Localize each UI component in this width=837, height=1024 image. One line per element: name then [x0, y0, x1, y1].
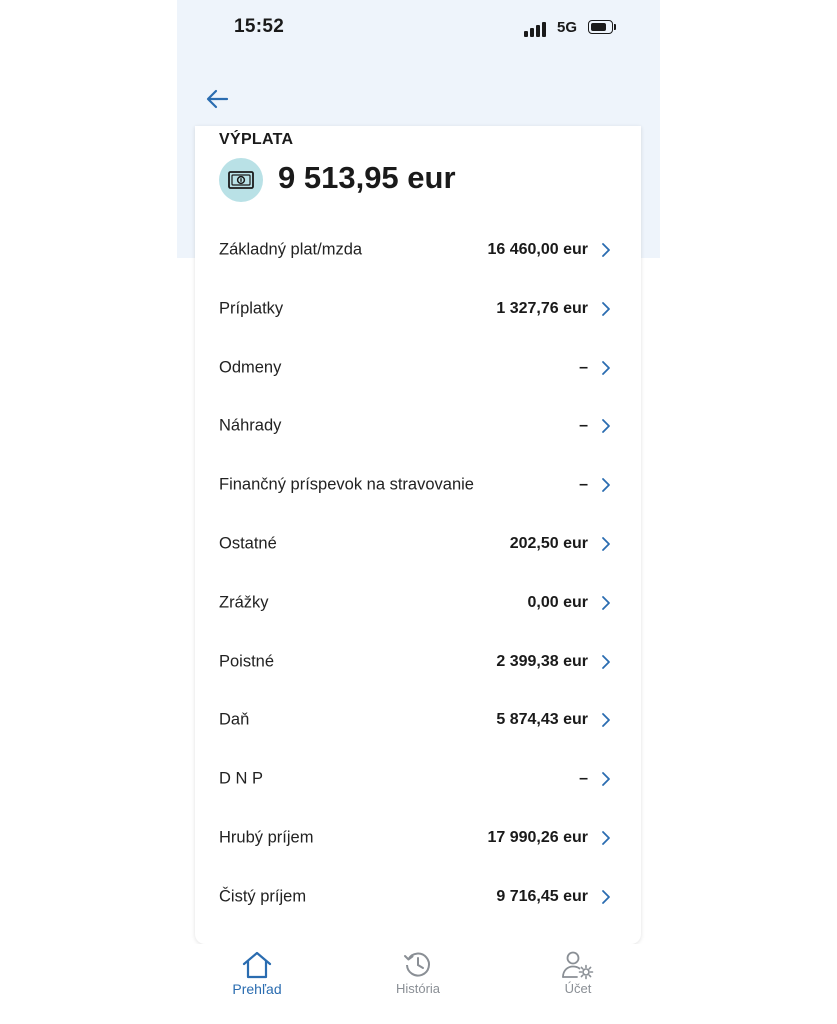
- row-label: Hrubý príjem: [219, 828, 314, 847]
- row-value: –: [579, 770, 588, 788]
- home-icon: [241, 950, 273, 980]
- row-tax[interactable]: [195, 691, 641, 749]
- signal-icon: [524, 21, 550, 37]
- row-value: 17 990,26 eur: [487, 829, 588, 846]
- status-time: 15:52: [234, 16, 285, 37]
- row-value: –: [579, 417, 588, 435]
- nav-account-label: Účet: [564, 981, 592, 996]
- row-label: Čistý príjem: [219, 887, 307, 906]
- row-value: 2 399,38 eur: [496, 652, 588, 670]
- row-net-income[interactable]: [195, 868, 641, 926]
- chevron-right-icon: [601, 595, 611, 611]
- row-supplements[interactable]: [195, 280, 641, 338]
- row-label: Náhrady: [219, 416, 282, 435]
- payout-amount: 9 513,95 eur: [278, 160, 456, 195]
- history-icon: [402, 950, 434, 980]
- row-value: 202,50 eur: [509, 535, 588, 552]
- nav-history-label: História: [395, 981, 441, 996]
- row-bonuses[interactable]: [195, 339, 641, 397]
- row-label: Poistné: [219, 652, 275, 671]
- row-label: Príplatky: [219, 299, 284, 318]
- banknote-icon: [219, 158, 263, 202]
- chevron-right-icon: [601, 536, 611, 552]
- row-label: Zrážky: [219, 593, 269, 612]
- chevron-right-icon: [601, 477, 611, 493]
- row-meal-allowance[interactable]: [195, 456, 641, 514]
- row-gross-income[interactable]: [195, 809, 641, 867]
- row-label: Ostatné: [219, 534, 277, 553]
- chevron-right-icon: [601, 301, 611, 317]
- chevron-right-icon: [601, 771, 611, 787]
- network-type: 5G: [557, 19, 578, 36]
- row-value: –: [579, 358, 588, 376]
- chevron-right-icon: [601, 654, 611, 670]
- row-deductions[interactable]: [195, 574, 641, 632]
- phone-screen: [177, 0, 660, 1024]
- row-compensations[interactable]: [195, 397, 641, 455]
- back-button[interactable]: [203, 84, 233, 114]
- payout-title: VÝPLATA: [219, 131, 294, 148]
- row-dnp[interactable]: [195, 750, 641, 808]
- payout-card: [195, 126, 641, 944]
- battery-icon: [588, 20, 617, 36]
- nav-home[interactable]: [212, 950, 302, 1010]
- row-label: Odmeny: [219, 358, 282, 377]
- row-basic-salary[interactable]: [195, 221, 641, 279]
- row-insurance[interactable]: [195, 633, 641, 691]
- row-value: 5 874,43 eur: [496, 711, 588, 729]
- status-bar: [177, 0, 660, 58]
- row-value: 1 327,76 eur: [496, 299, 588, 317]
- chevron-right-icon: [601, 360, 611, 376]
- chevron-right-icon: [601, 712, 611, 728]
- user-settings-icon: [560, 950, 596, 980]
- row-other[interactable]: [195, 515, 641, 573]
- row-label: Daň: [219, 710, 250, 729]
- row-value: –: [579, 476, 588, 494]
- nav-history[interactable]: [373, 950, 463, 1010]
- nav-account[interactable]: [533, 950, 623, 1010]
- chevron-right-icon: [601, 242, 611, 258]
- nav-home-label: Prehľad: [232, 981, 282, 997]
- row-value: 9 716,45 eur: [496, 887, 588, 905]
- row-label: Finančný príspevok na stravovanie: [219, 475, 474, 494]
- row-value: 0,00 eur: [527, 593, 588, 611]
- bottom-nav: [177, 944, 660, 1024]
- row-label: Základný plat/mzda: [219, 240, 363, 259]
- arrow-left-icon: [203, 84, 233, 114]
- row-value: 16 460,00 eur: [487, 241, 588, 258]
- row-label: D N P: [219, 769, 264, 788]
- chevron-right-icon: [601, 889, 611, 905]
- chevron-right-icon: [601, 830, 611, 846]
- chevron-right-icon: [601, 418, 611, 434]
